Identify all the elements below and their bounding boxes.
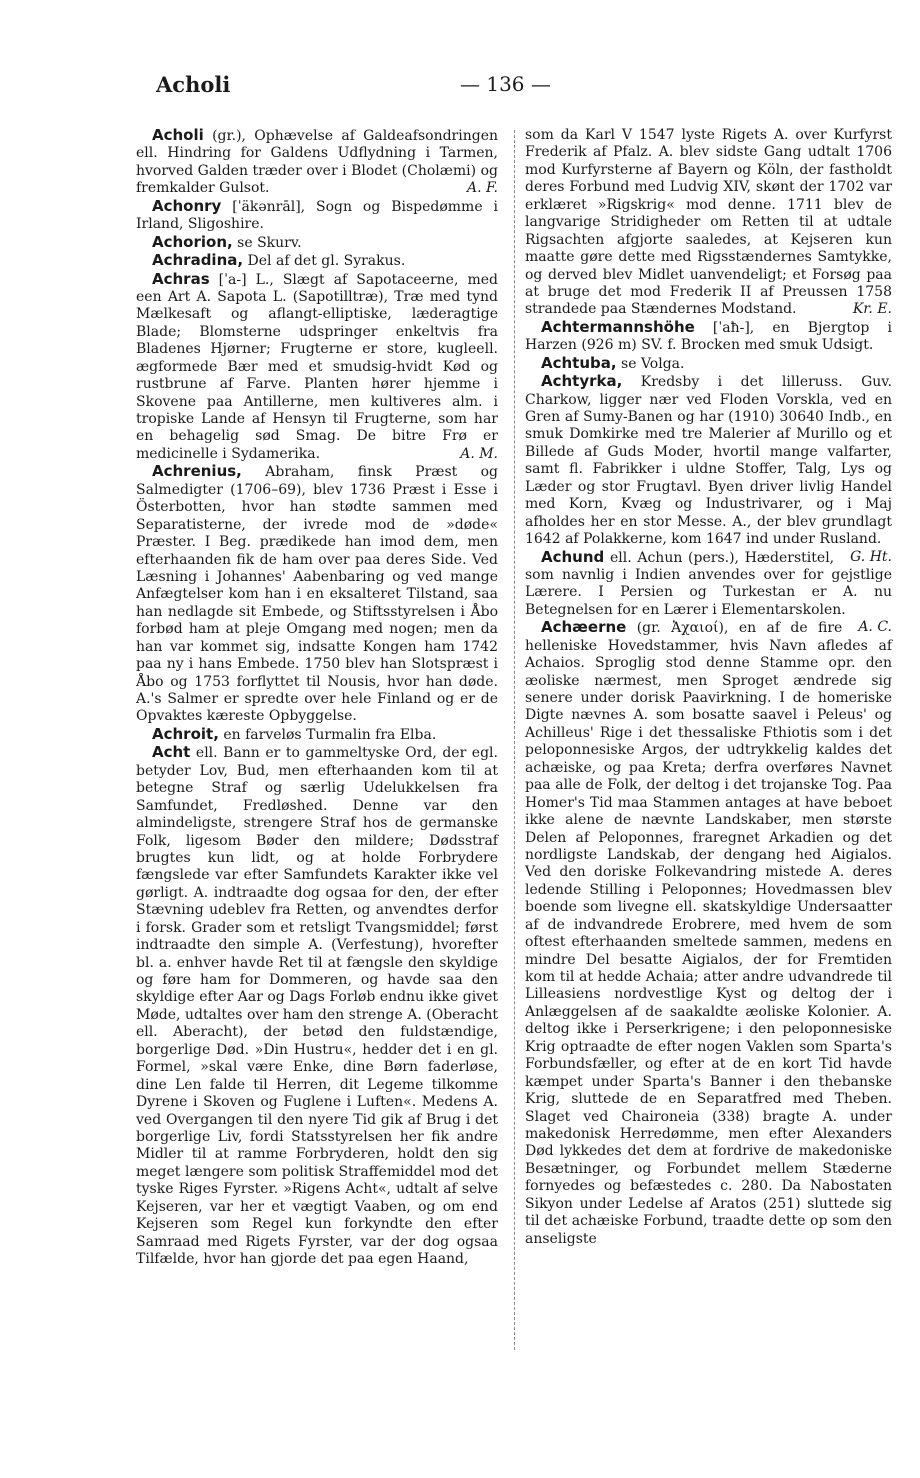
entry [136, 271, 498, 464]
entry-text: se Volga. [616, 355, 685, 372]
entry-text: [ˈaħ-], en Bjergtop i Harzen (926 m) SV. f. Brocken med smuk Udsigt. [525, 319, 892, 354]
entry [136, 234, 498, 252]
entry-signature: A. M. [460, 445, 498, 462]
entry-headword: Achtyrka, [541, 372, 623, 391]
entry [136, 252, 498, 270]
running-head-word: Acholi [156, 72, 231, 97]
entry-text: [ˈa-] L., Slægt af Sapotaceerne, med een Art A. Sapota L. (Sapotilltræ), Træ med tynd Mælkesaft og aflangt-elliptiske, læderagtige Blade; Blomsterne udspringer enkeltvis fra Bladenes Hjørner; Frugterne er store, kugleell. ægformede Bær med et smudsig-hvidt Kød og rustbrune af Farve. Planten hører hjemme i Skovene paa Antillerne, men kultiveres alm. i tropiske Lande af Hensyn til Frugterne, som har en behagelig sød Smag. De bitre Frø er medicinelle i Sydamerika. [136, 271, 498, 462]
entry-text: se Skurv. [232, 234, 302, 251]
entry [525, 619, 892, 1248]
entry-headword: Achtermannshöhe [541, 317, 695, 336]
entry [136, 744, 498, 1268]
entry-headword: Achund [541, 547, 605, 566]
entry-text: Abraham, finsk Præst og Salmedigter (1706–69), blev 1736 Præst i Esse i Österbotten, hvor han stødte sammen med Separatisterne, der ivrede mod de »døde« Præster. I Beg. prædikede han imod dem, men efterhaanden fik de ham over paa deres Side. Ved Læsning i Johannes' Aabenbaring og ved mange Anfægtelser kom han i en eksalteret Tilstand, saa han nedlagde sit Embede, og Stiftsstyrelsen i Åbo forbød ham at pleje Omgang med nogen; men da han var kommet sig, indsatte Kongen ham 1742 paa ny i hans Embede. 1750 blev han Slotspræst i Åbo og 1753 forflyttet til Nousis, hvor han døde. A.'s Salmer er spredte over hele Finland og er de Opvaktes kæreste Opbyggelse. [136, 464, 498, 725]
entry-headword: Achradina, [152, 251, 244, 270]
entry [525, 319, 892, 355]
entry [525, 355, 892, 373]
entry-text: en farveløs Turmalin fra Elba. [218, 726, 437, 743]
entry-signature: A. F. [467, 180, 498, 197]
page-header [150, 68, 770, 108]
entry-headword: Achæerne [541, 618, 627, 637]
entry-headword: Achroit, [152, 724, 219, 743]
entry-text: (gr.), Ophævelse af Galdeafsondringen ell. Hindring for Galdens Udflydning i Tarmen, hvorved Galden træder over i Blodet (Cholæmi) og fremkalder Gulsot. [136, 128, 498, 197]
entry [136, 198, 498, 234]
entry-text: ell. Bann er to gammeltyske Ord, der egl. betyder Lov, Bud, men efterhaanden kom til at betegne Straf og særlig Udelukkelsen fra Samfundet, Fredløshed. Denne var den almindeligste, strengere Straf hos de germanske Folk, ligesom Bøder den mildere; Dødsstraf brugtes kun lidt, og at holde Forbrydere fængslede var efter Samfundets Karakter ikke vel gørligt. A. indtraadte dog ogsaa for den, der efter Stævning udeblev fra Retten, og anvendtes derfor i forsk. Grader som et retsligt Tvangsmiddel; først indtraadte den simple A. (Verfestung), hvorefter bl. a. enhver havde Ret til at fængsle den skyldige og føre ham for Dommeren, og havde saa den skyldige efter Aar og Dags Forløb endnu ikke givet Møde, udtaltes over ham den strenge A. (Oberacht ell. Aberacht), der betød den fuldstændige, borgerlige Død. »Din Hustru«, hedder det i en gl. Formel, »skal være Enke, dine Børn faderløse, dine Len falde til Herren, dit Legeme tilkomme Dyrene i Skoven og Fuglene i Luften«. Medens A. ved Overgangen til den nyere Tid gik af Brug i det borgerlige Liv, fordi Statsstyrelsen her fik andre Midler til at ramme Forbryderen, holdt den sig meget længere som politisk Straffemiddel mod det tyske Riges Fyrster. »Rigens Acht«, udtalt af selve Kejseren, var her et vægtigt Vaaben, og om end Kejseren som Regel kun forkyndte den efter Samraad med Rigets Fyrster, var der dog ogsaa Tilfælde, hvor han gjorde det paa egen Haand, [136, 745, 498, 1267]
entry-text: som da Karl V 1547 lyste Rigets A. over Kurfyrst Frederik af Pfalz. A. blev sidste Gang udtalt 1706 mod Kurfyrsterne af Bayern og Köln, der fastholdt deres Forbund med Ludvig XIV, skønt der 1702 var erklæret »Rigskrig« mod denne. 1711 blev de langvarige Stridigheder om Retten til at udtale Rigsachten afgjorte saaledes, at Kejseren kun maatte gøre dette med Rigsstændernes Samtykke, og derved blev Midlet uanvendeligt; et Forsøg paa at bruge det mod Frederik II af Preussen 1758 strandede paa Stændernes Modstand. [525, 127, 892, 318]
entry-signature: G. Ht. [850, 548, 892, 565]
entry-text: Del af det gl. Syrakus. [243, 253, 406, 270]
column-divider [514, 130, 515, 1350]
left-column [136, 127, 498, 1268]
entry [525, 127, 892, 319]
entry-headword: Achrenius, [152, 462, 242, 481]
entry-headword: Achras [152, 269, 210, 288]
entry-headword: Achtuba, [541, 353, 617, 372]
entry-headword: Achorion, [152, 232, 233, 251]
entry-text: Kredsby i det lilleruss. Guv. Charkow, ligger nær ved Floden Vorskla, ved en Gren af Sumy-Banen og har (1910) 30640 Indb., en smuk Domkirke med tre Malerier af Murillo og et Billede af Guds Moder, hvortil mange valfarter, samt fl. Fabrikker i uldne Stoffer, Talg, Lys og Læder og stor Frugtavl. Byen driver livlig Handel med Korn, Kvæg og Industrivarer, og i Maj afholdes her en stor Messe. A., der blev grundlagt 1642 af Polakkerne, kom 1647 ind under Rusland. [525, 374, 892, 548]
entry-signature: A. C. [858, 619, 892, 636]
entry-headword: Acht [152, 743, 191, 762]
page-number: — 136 — [460, 72, 551, 96]
entry-text: (gr. Ἀχαιοί), en af de fire helleniske Hovedstammer, hvis Navn afledes af Achaios. Sproglig stod denne Stamme opr. den æoliske nærmest, men Sproget ændrede sig senere under dorisk Paavirkning. I de homeriske Digte nævnes A. som bosatte saavel i Peleus' og Achilleus' Rige i det thessaliske Fthiotis som i det peloponnesiske Argos, der udtrykkelig kaldes det achæiske, og paa Kreta; derfra overføres Navnet paa alle de Folk, der deltog i det trojanske Tog. Paa Homer's Tid maa Stammen antages at have beboet ikke alene de nævnte Landskaber, men største Delen af Peloponnes, fraregnet Arkadien og det nordligste Landskab, der dengang hed Aigialos. Ved den doriske Folkevandring mistede A. deres ledende Stilling i Peloponnes; Hovedmassen blev boende som livegne ell. skatskyldige Undersaatter af de indvandrede Erobrere, med hvem de som oftest efterhaanden smeltede sammen, medens en mindre Del besatte Aigialos, der for Fremtiden kom til at hedde Achaia; atter andre udvandrede til Lilleasiens nordvestlige Kyst og deltog der i Anlæggelsen af de saakaldte æoliske Kolonier. A. deltog ikke i Perserkrigene; i den peloponnesiske Krig optraadte de efter nogen Vaklen som Sparta's Forbundsfæller, og efter at de en kort Tid havde kæmpet under Sparta's Banner i den thebanske Krig, sluttede de en Separatfred med Theben. Slaget ved Chaironeia (338) bragte A. under makedonisk Herredømme, men efter Alexanders Død lykkedes det dem at fordrive de makedoniske Besætninger, og Forbundet mellem Stæderne fornyedes og befæstedes c. 280. Da Nabostaten Sikyon under Ledelse af Aratos (251) sluttede sig til det achæiske Forbund, traadte dette op som den anseligste [525, 620, 892, 1247]
entry-signature: Kr. E. [852, 301, 892, 318]
entry-text: ell. Achun (pers.), Hæderstitel, som navnlig i Indien anvendes over for gejstlige Lærere. I Persien og Turkestan er A. nu Betegnelsen for en Lærer i Elementarskolen. [525, 549, 892, 618]
entry-headword: Achonry [152, 196, 222, 215]
entry [136, 127, 498, 198]
entry-headword: Acholi [152, 126, 204, 144]
entry [136, 726, 498, 744]
entry-text: [ˈäkənrāl], Sogn og Bispedømme i Irland, Sligoshire. [136, 198, 498, 233]
entry [136, 463, 498, 726]
right-column [525, 127, 892, 1248]
